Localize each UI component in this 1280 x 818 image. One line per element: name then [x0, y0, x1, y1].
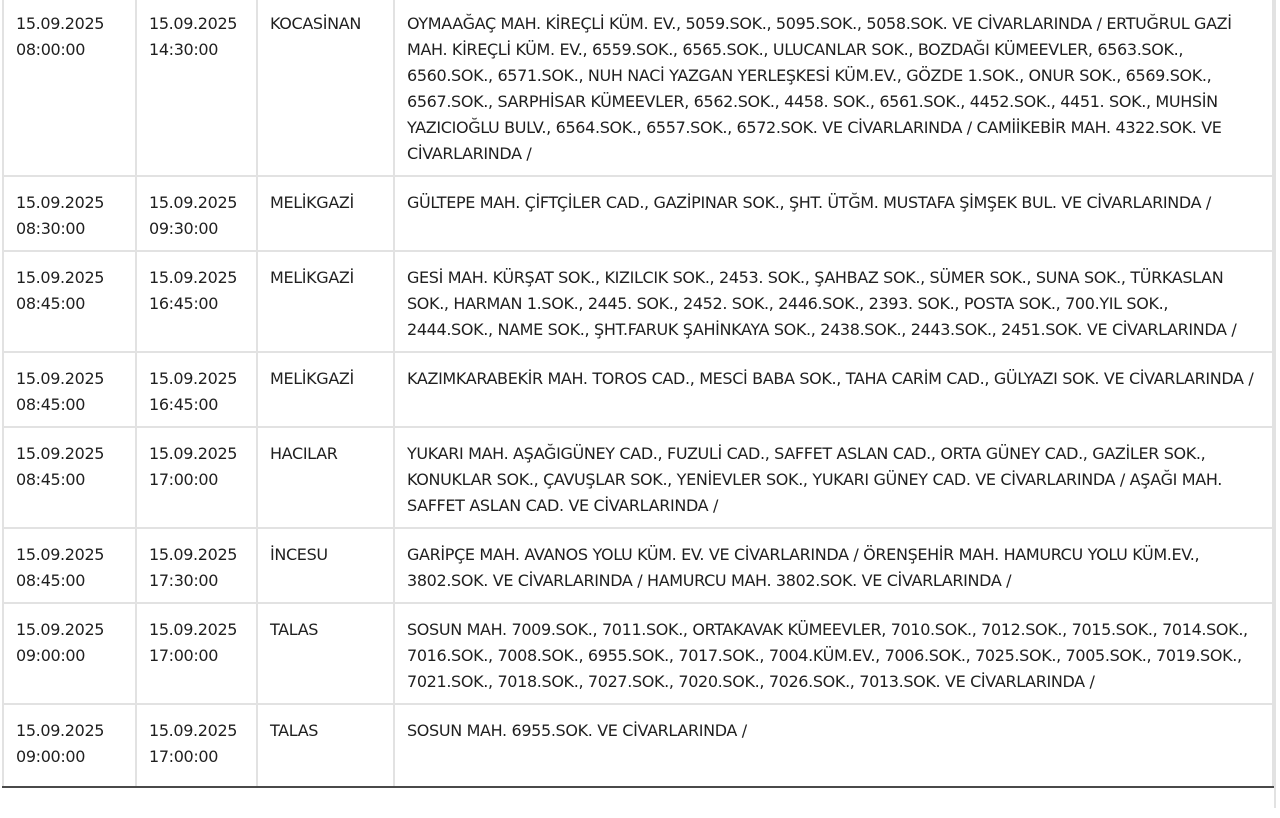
end-time: 17:00:00 [149, 646, 219, 665]
table-row [3, 528, 1273, 603]
end-time: 17:30:00 [149, 571, 219, 590]
end-date: 15.09.2025 [149, 369, 238, 388]
start-datetime-cell [3, 528, 136, 603]
district-cell: TALAS [257, 704, 394, 787]
right-border-rule [1274, 0, 1276, 808]
end-date: 15.09.2025 [149, 268, 238, 287]
start-date: 15.09.2025 [16, 444, 105, 463]
end-datetime-cell [136, 176, 257, 251]
start-date: 15.09.2025 [16, 545, 105, 564]
start-datetime-cell [3, 176, 136, 251]
district-cell: KOCASİNAN [257, 0, 394, 176]
start-date: 15.09.2025 [16, 721, 105, 740]
streets-cell: SOSUN MAH. 6955.SOK. VE CİVARLARINDA / [394, 704, 1273, 787]
table-row [3, 251, 1273, 352]
end-date: 15.09.2025 [149, 545, 238, 564]
district-cell: HACILAR [257, 427, 394, 528]
start-date: 15.09.2025 [16, 193, 105, 212]
end-date: 15.09.2025 [149, 193, 238, 212]
start-time: 08:45:00 [16, 294, 86, 313]
end-date: 15.09.2025 [149, 721, 238, 740]
table-row [3, 176, 1273, 251]
district-cell: MELİKGAZİ [257, 176, 394, 251]
end-date: 15.09.2025 [149, 620, 238, 639]
start-time: 09:00:00 [16, 747, 86, 766]
start-time: 08:30:00 [16, 219, 86, 238]
start-datetime-cell [3, 603, 136, 704]
start-date: 15.09.2025 [16, 14, 105, 33]
start-time: 08:45:00 [16, 470, 86, 489]
streets-cell: GESİ MAH. KÜRŞAT SOK., KIZILCIK SOK., 2453. SOK., ŞAHBAZ SOK., SÜMER SOK., SUNA SOK., TÜRKASLAN SOK., HARMAN 1.SOK., 2445. SOK., 2452. SOK., 2446.SOK., 2393. SOK., POSTA SOK., 700.YIL SOK., 2444.SOK., NAME SOK., ŞHT.FARUK ŞAHİNKAYA SOK., 2438.SOK., 2443.SOK., 2451.SOK. VE CİVARLARINDA / [394, 251, 1273, 352]
start-datetime-cell [3, 251, 136, 352]
end-datetime-cell [136, 528, 257, 603]
end-time: 09:30:00 [149, 219, 219, 238]
streets-cell: GÜLTEPE MAH. ÇİFTÇİLER CAD., GAZİPINAR SOK., ŞHT. ÜTĞM. MUSTAFA ŞİMŞEK BUL. VE CİVARLARINDA / [394, 176, 1273, 251]
end-datetime-cell [136, 352, 257, 427]
streets-cell: SOSUN MAH. 7009.SOK., 7011.SOK., ORTAKAVAK KÜMEEVLER, 7010.SOK., 7012.SOK., 7015.SOK., 7014.SOK., 7016.SOK., 7008.SOK., 6955.SOK., 7017.SOK., 7004.KÜM.EV., 7006.SOK., 7025.SOK., 7005.SOK., 7019.SOK., 7021.SOK., 7018.SOK., 7027.SOK., 7020.SOK., 7026.SOK., 7013.SOK. VE CİVARLARINDA / [394, 603, 1273, 704]
table-row [3, 427, 1273, 528]
streets-cell: OYMAAĞAÇ MAH. KİREÇLİ KÜM. EV., 5059.SOK., 5095.SOK., 5058.SOK. VE CİVARLARINDA / ERTUĞRUL GAZİ MAH. KİREÇLİ KÜM. EV., 6559.SOK., 6565.SOK., ULUCANLAR SOK., BOZDAĞI KÜMEEVLER, 6563.SOK., 6560.SOK., 6571.SOK., NUH NACİ YAZGAN YERLEŞKESİ KÜM.EV., GÖZDE 1.SOK., ONUR SOK., 6569.SOK., 6567.SOK., SARPHİSAR KÜMEEVLER, 6562.SOK., 4458. SOK., 6561.SOK., 4452.SOK., 4451. SOK., MUHSİN YAZICIOĞLU BULV., 6564.SOK., 6557.SOK., 6572.SOK. VE CİVARLARINDA / CAMİİKEBİR MAH. 4322.SOK. VE CİVARLARINDA / [394, 0, 1273, 176]
start-time: 08:00:00 [16, 40, 86, 59]
end-time: 16:45:00 [149, 395, 219, 414]
table-row [3, 603, 1273, 704]
table-row [3, 704, 1273, 787]
start-date: 15.09.2025 [16, 369, 105, 388]
end-datetime-cell [136, 427, 257, 528]
end-time: 16:45:00 [149, 294, 219, 313]
streets-cell: KAZIMKARABEKİR MAH. TOROS CAD., MESCİ BABA SOK., TAHA CARİM CAD., GÜLYAZI SOK. VE CİVARLARINDA / [394, 352, 1273, 427]
start-time: 09:00:00 [16, 646, 86, 665]
start-datetime-cell [3, 352, 136, 427]
district-cell: İNCESU [257, 528, 394, 603]
district-cell: MELİKGAZİ [257, 352, 394, 427]
start-date: 15.09.2025 [16, 620, 105, 639]
end-time: 17:00:00 [149, 470, 219, 489]
streets-cell: GARİPÇE MAH. AVANOS YOLU KÜM. EV. VE CİVARLARINDA / ÖRENŞEHİR MAH. HAMURCU YOLU KÜM.EV., 3802.SOK. VE CİVARLARINDA / HAMURCU MAH. 3802.SOK. VE CİVARLARINDA / [394, 528, 1273, 603]
start-time: 08:45:00 [16, 571, 86, 590]
end-time: 17:00:00 [149, 747, 219, 766]
start-datetime-cell [3, 0, 136, 176]
outage-schedule-table [2, 0, 1274, 788]
end-datetime-cell [136, 251, 257, 352]
end-datetime-cell [136, 0, 257, 176]
district-cell: TALAS [257, 603, 394, 704]
streets-cell: YUKARI MAH. AŞAĞIGÜNEY CAD., FUZULİ CAD., SAFFET ASLAN CAD., ORTA GÜNEY CAD., GAZİLER SOK., KONUKLAR SOK., ÇAVUŞLAR SOK., YENİEVLER SOK., YUKARI GÜNEY CAD. VE CİVARLARINDA / AŞAĞI MAH. SAFFET ASLAN CAD. VE CİVARLARINDA / [394, 427, 1273, 528]
start-date: 15.09.2025 [16, 268, 105, 287]
end-date: 15.09.2025 [149, 444, 238, 463]
table-row [3, 352, 1273, 427]
district-cell: MELİKGAZİ [257, 251, 394, 352]
start-time: 08:45:00 [16, 395, 86, 414]
end-datetime-cell [136, 704, 257, 787]
start-datetime-cell [3, 704, 136, 787]
start-datetime-cell [3, 427, 136, 528]
table-row [3, 0, 1273, 176]
end-time: 14:30:00 [149, 40, 219, 59]
end-datetime-cell [136, 603, 257, 704]
end-date: 15.09.2025 [149, 14, 238, 33]
